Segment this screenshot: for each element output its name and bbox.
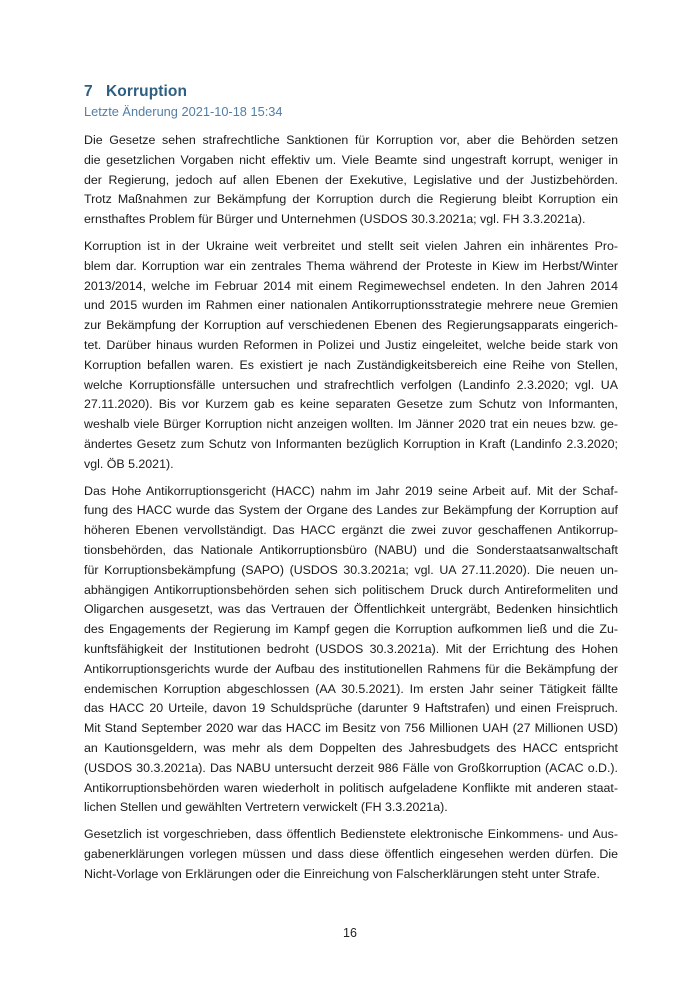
paragraph [84,482,618,819]
text-line: Oligarchen ausgesetzt, was das Vertrauen der Öffentlichkeit untergräbt, Bedenken hinsichtlich [84,602,618,617]
text-line: das HACC 20 Urteile, davon 19 Schuldsprüche (darunter 9 Haftstrafen) und einen Freispruch. [84,701,618,716]
text-line: 2013/2014, welche im Februar 2014 mit einem Regimewechsel endeten. In den Jahren 2014 [84,278,618,293]
section-title: Korruption [106,83,188,100]
text-line: fung des HACC wurde das System der Organe des Landes zur Bekämpfung der Korruption auf [84,503,618,518]
text-line: Das Hohe Antikorruptionsgericht (HACC) nahm im Jahr 2019 seine Arbeit auf. Mit der Schaf- [84,483,618,498]
text-line: höheren Ebenen vervollständigt. Das HACC ergänzt die zwei zuvor geschaffenen Antikorrup- [84,523,618,538]
text-line: Nicht-Vorlage von Erklärungen oder die Einreichung von Falscherklärungen steht unter Strafe. [84,866,600,881]
section-number: 7 [84,83,93,100]
text-line: welche Korruptionsfälle untersuchen und strafrechtlich verfolgen (Landinfo 2.3.2020; vgl. UA [84,377,618,392]
text-line: Antikorruptionsbehörden waren wiederholt in politisch aufgeladene Konflikte mit anderen staat- [84,780,618,795]
text-line: ändertes Gesetz zum Schutz von Informanten bezüglich Korruption in Kraft (Landinfo 2.3.2020; [84,436,618,451]
text-line: Die Gesetze sehen strafrechtliche Sanktionen für Korruption vor, aber die Behörden setzen [84,133,618,147]
text-line: Mit Stand September 2020 war das HACC im Besitz von 756 Millionen UAH (27 Millionen USD) [84,721,618,736]
text-line: Korruption befallen waren. Es existiert je nach Zuständigkeitsbereich eine Reihe von Stellen, [84,357,618,372]
text-line: Trotz Maßnahmen zur Bekämpfung der Korruption durch die Regierung bleibt Korruption ein [84,192,618,207]
text-line: kunftsfähigkeit der Institutionen bedroht (USDOS 30.3.2021a). Mit der Errichtung des Hohen [84,641,618,656]
text-line: endemischen Korruption abgeschlossen (AA 30.5.2021). Im ersten Jahr seiner Tätigkeit fällte [84,681,618,696]
text-line: 27.11.2020). Bis vor Kurzem gab es keine separaten Gesetze zum Schutz von Informanten, [84,397,618,412]
text-line: des Engagements der Regierung im Kampf gegen die Korruption aufkommen ließ und die Zu- [84,622,618,637]
paragraph [84,131,618,230]
text-line: weshalb viele Bürger Korruption nicht anzeigen wollten. Im Jänner 2020 trat ein neues bzw. ge- [84,417,618,432]
text-line: zur Bekämpfung der Korruption auf verschiedenen Ebenen des Regierungsapparats eingerich- [84,318,618,333]
text-line: blem dar. Korruption war ein zentrales Thema während der Proteste in Kiew im Herbst/Winter [84,258,618,273]
text-line: der Regierung, jedoch auf allen Ebenen der Exekutive, Legislative und der Justizbehörden. [84,172,618,187]
text-line: lichen Stellen und gewählten Vertretern verwickelt (FH 3.3.2021a). [84,800,448,815]
text-line: an Kautionsgeldern, was mehr als dem Doppelten des Jahresbudgets des HACC entspricht [84,740,618,755]
last-updated-line: Letzte Änderung 2021-10-18 15:34 [84,103,283,119]
text-line: tet. Darüber hinaus wurden Reformen in Polizei und Justiz eingeleitet, welche beide stark von [84,337,618,352]
text-line: Gesetzlich ist vorgeschrieben, dass öffentlich Bedienstete elektronische Einkommens- und Aus- [84,827,618,842]
text-line: Korruption ist in der Ukraine weit verbreitet und stellt seit vielen Jahren ein inhärentes Pro- [84,238,618,253]
paragraph [84,825,618,884]
text-line: gabenerklärungen vorlegen müssen und dass diese öffentlich eingesehen werden dürfen. Die [84,846,618,861]
text-line: tionsbehörden, das Nationale Antikorruptionsbüro (NABU) und die Sonderstaatsanwaltschaft [84,542,618,557]
paragraphs [84,131,618,891]
text-line: abhängigen Antikorruptionsbehörden sehen sich politischem Druck durch Antireformeliten und [84,582,618,597]
text-line: für Korruptionsbekämpfung (SAPO) (USDOS 30.3.2021a; vgl. UA 27.11.2020). Die neuen un- [84,562,618,577]
text-line: ernsthaftes Problem für Bürger und Unternehmen (USDOS 30.3.2021a; vgl. FH 3.3.2021a). [84,212,586,227]
section-heading [84,83,187,100]
text-line: (USDOS 30.3.2021a). Das NABU untersucht derzeit 986 Fälle von Großkorruption (ACAC o.D.). [84,760,618,775]
text-line: die gesetzlichen Vorgaben nicht effektiv um. Viele Beamte sind ungestraft korrupt, weniger in [84,152,618,167]
text-line: vgl. ÖB 5.2021). [84,456,174,471]
page-number: 16 [343,926,357,940]
text-line: Antikorruptionsgerichts wurde der Aufbau des institutionellen Rahmens für die Bekämpfung der [84,661,618,676]
text-line: und 2015 wurden im Rahmen einer nationalen Antikorruptionsstrategie mehrere neue Gremien [84,298,618,313]
paragraph [84,237,618,475]
